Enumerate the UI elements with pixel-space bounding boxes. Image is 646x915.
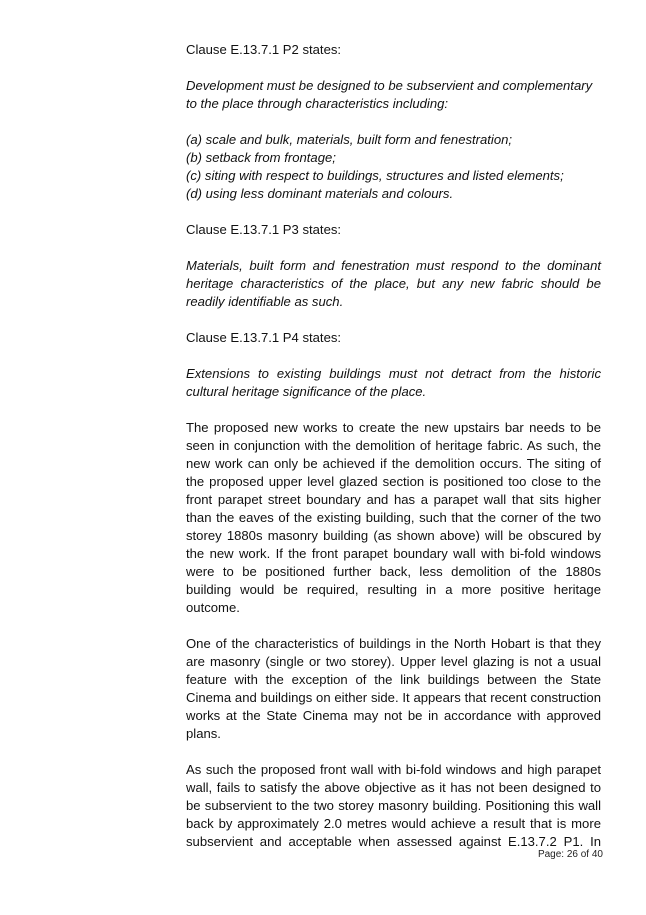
body-paragraph: As such the proposed front wall with bi-fold windows and high parapet wall, fails to satisfy the above objective as it has not been designed to be subservient to the two storey masonry building. Positioning this wall back by approximately 2.0 metres would achieve a result that is more subservient and acceptable when assessed against E.13.7.2 P1. In xyxy=(186,762,601,849)
clause-quote: Extensions to existing buildings must not detract from the historic cultural heritage significance of the place. xyxy=(186,366,601,399)
clause-heading: Clause E.13.7.1 P4 states: xyxy=(186,330,342,345)
page-number: Page: 26 of 40 xyxy=(537,849,603,860)
body-paragraph: The proposed new works to create the new upstairs bar needs to be seen in conjunction with the demolition of heritage fabric. As such, the new work can only be achieved if the demolition occurs. The siting of the proposed upper level glazed section is positioned too close to the front parapet street boundary and has a parapet wall that sits higher than the eaves of the existing building, such that the corner of the two storey 1880s masonry building (as shown above) will be obscured by the new work. If the front parapet boundary wall with bi-fold windows were to be positioned further back, less demolition of the 1880s building would be required, resulting in a more positive heritage outcome. xyxy=(186,420,601,615)
clause-quote: Development must be designed to be subservient and complementary to the place through characteristics including: xyxy=(186,78,593,111)
clause-list-item: (d) using less dominant materials and colours. xyxy=(186,186,454,201)
body-paragraph: One of the characteristics of buildings in the North Hobart is that they are masonry (single or two storey). Upper level glazing is not a usual feature with the exception of the link buildings between the State Cinema and buildings on either side. It appears that recent construction works at the State Cinema may not be in accordance with approved plans. xyxy=(186,636,601,741)
clause-list-item: (b) setback from frontage; xyxy=(186,150,336,165)
clause-heading: Clause E.13.7.1 P2 states: xyxy=(186,42,342,57)
clause-list-item: (c) siting with respect to buildings, structures and listed elements; xyxy=(186,168,564,183)
clause-quote: Materials, built form and fenestration must respond to the dominant heritage characteristics of the place, but any new fabric should be readily identifiable as such. xyxy=(186,258,601,309)
page-content xyxy=(186,41,601,851)
clause-list-item: (a) scale and bulk, materials, built form and fenestration; xyxy=(186,132,513,147)
clause-heading: Clause E.13.7.1 P3 states: xyxy=(186,222,342,237)
